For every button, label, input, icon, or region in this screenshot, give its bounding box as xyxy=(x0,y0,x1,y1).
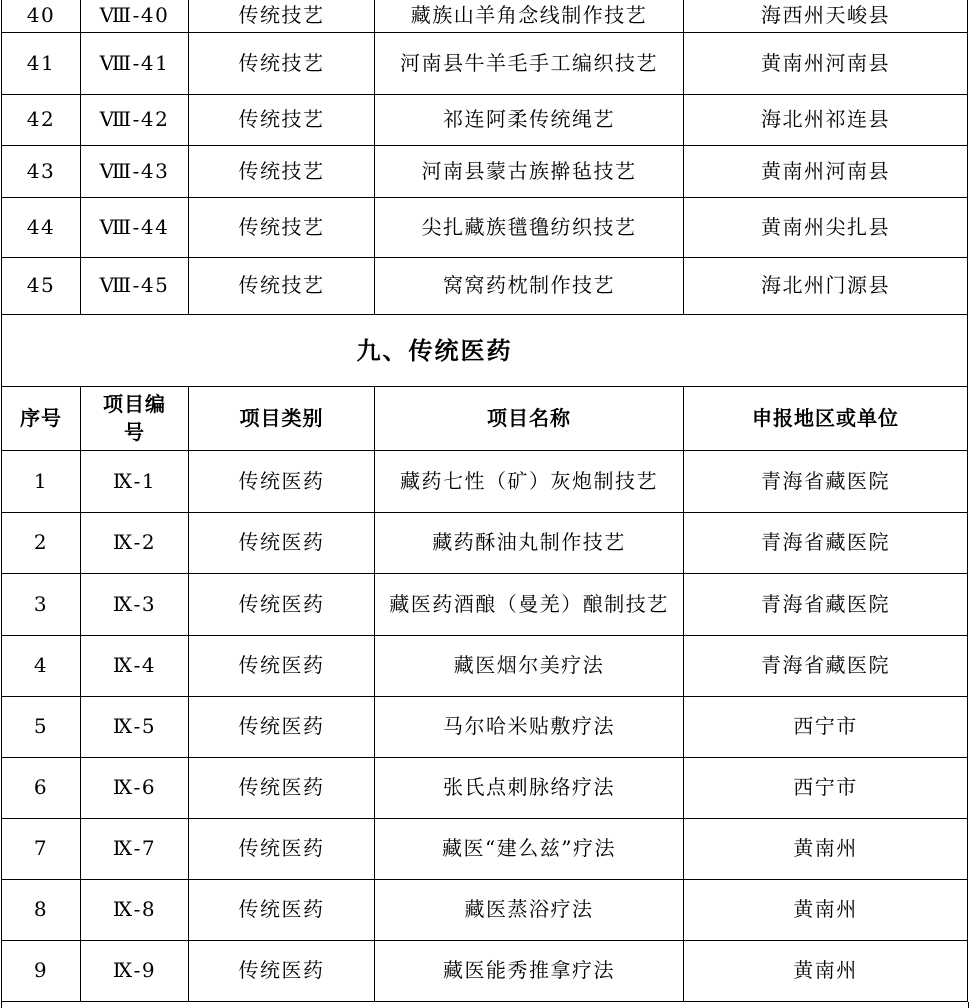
cell-category: 传统医药 xyxy=(189,635,375,696)
table-row xyxy=(2,879,968,940)
table-row xyxy=(2,818,968,879)
table-row xyxy=(2,94,968,145)
section-title: 九、传统医药 xyxy=(356,335,513,365)
traditional-medicine-rows xyxy=(2,450,968,1001)
cell-code: Ⅸ-6 xyxy=(81,757,189,818)
cell-name: 窝窝药枕制作技艺 xyxy=(375,257,684,314)
cell-category: 传统技艺 xyxy=(189,197,375,257)
cell-code: Ⅸ-9 xyxy=(81,940,189,1001)
header-code: 项目编号 xyxy=(81,386,189,450)
cell-code: Ⅸ-4 xyxy=(81,635,189,696)
section-title-cell xyxy=(2,314,968,386)
cell-region: 海西州天峻县 xyxy=(684,0,968,32)
cell-code: Ⅷ-41 xyxy=(81,32,189,94)
cell-region: 青海省藏医院 xyxy=(684,573,968,635)
cell-region: 西宁市 xyxy=(684,757,968,818)
cell-code: Ⅸ-7 xyxy=(81,818,189,879)
cell-region: 黄南州 xyxy=(684,879,968,940)
cell-name: 藏医“建么兹”疗法 xyxy=(375,818,684,879)
header-category: 项目类别 xyxy=(189,386,375,450)
cell-name: 河南县蒙古族擀毡技艺 xyxy=(375,145,684,197)
cell-name: 藏医烟尔美疗法 xyxy=(375,635,684,696)
cell-name: 祁连阿柔传统绳艺 xyxy=(375,94,684,145)
table-row xyxy=(2,635,968,696)
cell-category: 传统技艺 xyxy=(189,0,375,32)
cell-region: 黄南州河南县 xyxy=(684,32,968,94)
table-row xyxy=(2,696,968,757)
cell-category: 传统技艺 xyxy=(189,94,375,145)
cell-region: 黄南州 xyxy=(684,818,968,879)
cell-region: 青海省藏医院 xyxy=(684,512,968,573)
cell-category: 传统技艺 xyxy=(189,145,375,197)
cell-name: 藏医蒸浴疗法 xyxy=(375,879,684,940)
table-row xyxy=(2,573,968,635)
cell-no: 1 xyxy=(2,450,81,512)
heritage-list-table xyxy=(1,0,968,1002)
header-region: 申报地区或单位 xyxy=(684,386,968,450)
cell-category: 传统医药 xyxy=(189,573,375,635)
cell-no: 44 xyxy=(2,197,81,257)
table-row xyxy=(2,257,968,314)
cell-category: 传统医药 xyxy=(189,879,375,940)
cell-name: 藏族山羊角念线制作技艺 xyxy=(375,0,684,32)
cell-category: 传统医药 xyxy=(189,940,375,1001)
column-header-row xyxy=(2,386,968,450)
cell-no: 42 xyxy=(2,94,81,145)
cell-code: Ⅷ-42 xyxy=(81,94,189,145)
cell-no: 9 xyxy=(2,940,81,1001)
table-row xyxy=(2,940,968,1001)
cell-name: 藏药酥油丸制作技艺 xyxy=(375,512,684,573)
table-row xyxy=(2,450,968,512)
cell-code: Ⅷ-44 xyxy=(81,197,189,257)
cell-region: 海北州门源县 xyxy=(684,257,968,314)
cell-no: 4 xyxy=(2,635,81,696)
cell-code: Ⅸ-5 xyxy=(81,696,189,757)
cell-code: Ⅸ-2 xyxy=(81,512,189,573)
table-row xyxy=(2,512,968,573)
cell-category: 传统医药 xyxy=(189,450,375,512)
cell-no: 41 xyxy=(2,32,81,94)
cell-code: Ⅷ-40 xyxy=(81,0,189,32)
cell-category: 传统医药 xyxy=(189,512,375,573)
cell-no: 6 xyxy=(2,757,81,818)
table-row xyxy=(2,0,968,32)
cell-no: 7 xyxy=(2,818,81,879)
header-no: 序号 xyxy=(2,386,81,450)
cell-region: 青海省藏医院 xyxy=(684,450,968,512)
table-row xyxy=(2,32,968,94)
cell-code: Ⅸ-8 xyxy=(81,879,189,940)
cell-region: 黄南州 xyxy=(684,940,968,1001)
section-heading-body xyxy=(2,314,968,450)
cell-name: 藏医能秀推拿疗法 xyxy=(375,940,684,1001)
cell-no: 43 xyxy=(2,145,81,197)
cell-name: 尖扎藏族氆氇纺织技艺 xyxy=(375,197,684,257)
cell-no: 45 xyxy=(2,257,81,314)
header-name: 项目名称 xyxy=(375,386,684,450)
cell-no: 3 xyxy=(2,573,81,635)
cell-name: 张氏点刺脉络疗法 xyxy=(375,757,684,818)
table-row xyxy=(2,197,968,257)
table-row xyxy=(2,145,968,197)
cell-region: 青海省藏医院 xyxy=(684,635,968,696)
cell-no: 5 xyxy=(2,696,81,757)
cell-region: 西宁市 xyxy=(684,696,968,757)
cell-category: 传统医药 xyxy=(189,818,375,879)
cell-category: 传统医药 xyxy=(189,696,375,757)
cell-code: Ⅸ-1 xyxy=(81,450,189,512)
table-continuation xyxy=(1,1002,969,1008)
cell-code: Ⅸ-3 xyxy=(81,573,189,635)
cell-no: 40 xyxy=(2,0,81,32)
cell-code: Ⅷ-45 xyxy=(81,257,189,314)
cell-category: 传统医药 xyxy=(189,757,375,818)
cell-region: 黄南州河南县 xyxy=(684,145,968,197)
cell-no: 8 xyxy=(2,879,81,940)
cell-name: 藏医药酒酿（曼羌）酿制技艺 xyxy=(375,573,684,635)
cell-name: 马尔哈米贴敷疗法 xyxy=(375,696,684,757)
cell-region: 海北州祁连县 xyxy=(684,94,968,145)
cell-category: 传统技艺 xyxy=(189,32,375,94)
section-title-row xyxy=(2,314,968,386)
cell-region: 黄南州尖扎县 xyxy=(684,197,968,257)
traditional-crafts-rows xyxy=(2,0,968,314)
cell-code: Ⅷ-43 xyxy=(81,145,189,197)
cell-name: 河南县牛羊毛手工编织技艺 xyxy=(375,32,684,94)
cell-name: 藏药七性（矿）灰炮制技艺 xyxy=(375,450,684,512)
cell-no: 2 xyxy=(2,512,81,573)
cell-category: 传统技艺 xyxy=(189,257,375,314)
table-row xyxy=(2,757,968,818)
